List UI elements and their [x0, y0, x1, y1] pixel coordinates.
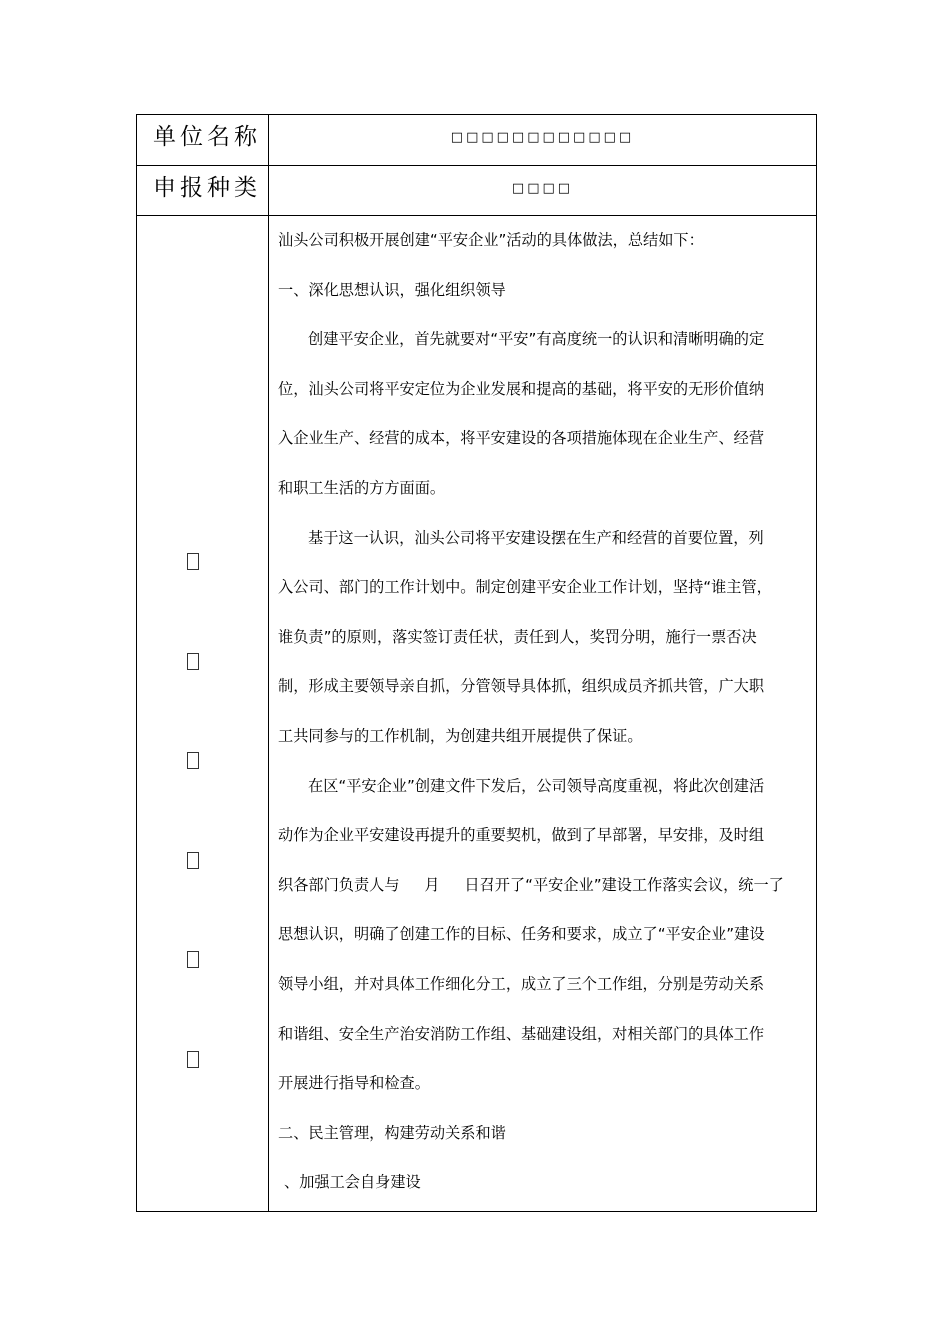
paragraph-2-line: 制，形成主要领导亲自抓，分管领导具体抓，组织成员齐抓共管，广大职 [278, 677, 764, 696]
subsection-heading-1: 、加强工会自身建设 [284, 1173, 421, 1192]
unit-name-label-cell [137, 115, 269, 165]
paragraph-3-line: 在区“平安企业”创建文件下发后，公司领导高度重视，将此次创建活 [308, 776, 765, 795]
paragraph-3-line: 织各部门负责人与 月 日召开了“平安企业”建设工作落实会议，统一了 [278, 875, 784, 894]
paragraph-2-line: 工共同参与的工作机制，为创建共组开展提供了保证。 [278, 726, 643, 745]
category-value: □□□□ [511, 181, 574, 196]
paragraph-1-line: 和职工生活的方方面面。 [278, 478, 446, 497]
intro-line: 汕头公司积极开展创建“平安企业”活动的具体做法，总结如下： [278, 231, 704, 249]
paragraph-3-line: 领导小组，并对具体工作细化分工，成立了三个工作组，分别是劳动关系 [278, 974, 764, 993]
unit-name-label: 单位名称 [153, 124, 261, 150]
unit-name-value-cell [269, 115, 816, 165]
side-glyph-5 [187, 951, 199, 968]
application-form [136, 114, 817, 1212]
side-glyph-1 [187, 553, 199, 570]
category-label-cell [137, 166, 269, 215]
paragraph-3-line: 思想认识，明确了创建工作的目标、任务和要求，成立了“平安企业”建设 [278, 925, 765, 944]
side-glyph-4 [187, 852, 199, 869]
section-heading-2: 二、民主管理，构建劳动关系和谐 [278, 1123, 506, 1142]
paragraph-2-line: 入公司、部门的工作计划中。制定创建平安企业工作计划，坚持“谁主管， [278, 578, 772, 597]
section-heading-1: 一、深化思想认识，强化组织领导 [278, 280, 506, 299]
paragraph-2-line: 基于这一认识，汕头公司将平安建设摆在生产和经营的首要位置，列 [308, 528, 764, 547]
unit-name-row [137, 115, 816, 166]
paragraph-1-line: 位，汕头公司将平安定位为企业发展和提高的基础，将平安的无形价值纳 [278, 379, 764, 398]
content-row [137, 216, 816, 1211]
unit-name-value: □□□□□□□□□□□□ [450, 130, 635, 145]
paragraph-1-line: 入企业生产、经营的成本，将平安建设的各项措施体现在企业生产、经营 [278, 429, 764, 448]
side-glyph-3 [187, 752, 199, 769]
body-text-cell [269, 216, 816, 1211]
side-glyph-2 [187, 653, 199, 670]
category-row [137, 166, 816, 216]
side-glyph-6 [187, 1051, 199, 1068]
paragraph-3-line: 和谐组、安全生产治安消防工作组、基础建设组，对相关部门的具体工作 [278, 1024, 764, 1043]
side-label-column [137, 216, 269, 1211]
paragraph-3-line: 动作为企业平安建设再提升的重要契机，做到了早部署，早安排，及时组 [278, 826, 764, 845]
paragraph-1-line: 创建平安企业，首先就要对“平安”有高度统一的认识和清晰明确的定 [308, 330, 765, 349]
body-text [278, 216, 810, 1208]
paragraph-3-line: 开展进行指导和检查。 [278, 1074, 430, 1093]
category-label: 申报种类 [153, 175, 261, 201]
category-value-cell [269, 166, 816, 215]
paragraph-2-line: 谁负责”的原则，落实签订责任状，责任到人，奖罚分明，施行一票否决 [278, 627, 757, 646]
